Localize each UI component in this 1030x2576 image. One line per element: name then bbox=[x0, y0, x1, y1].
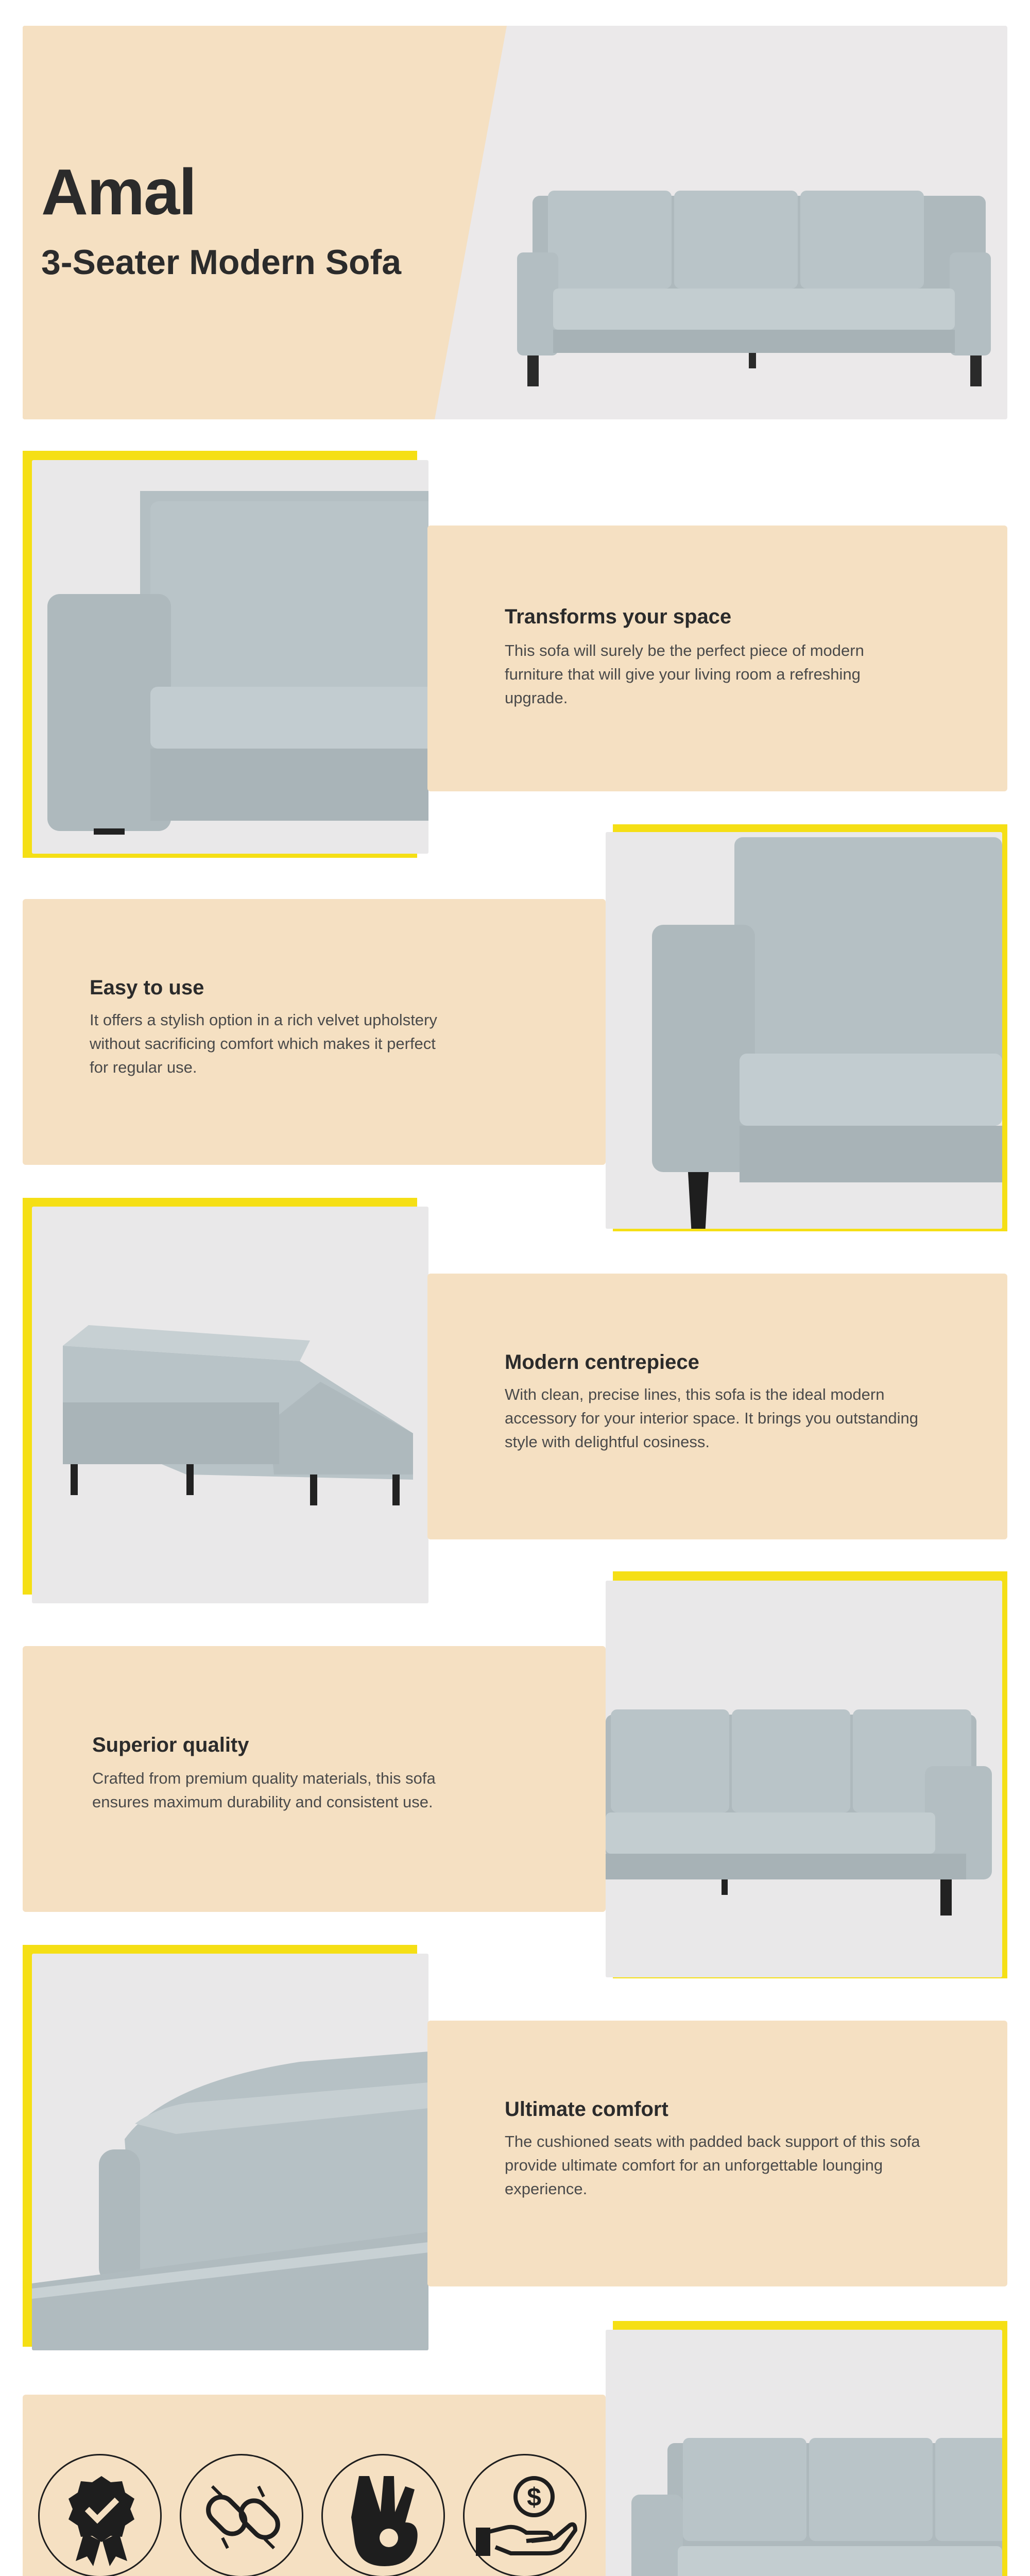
feature-card-3 bbox=[427, 1274, 1007, 1539]
award-ribbon-icon bbox=[38, 2454, 162, 2576]
product-title: Amal bbox=[41, 156, 196, 228]
hero-banner bbox=[23, 26, 1007, 419]
feature-text: It offers a stylish option in a rich velvet upholstery without sacrificing comfort which makes it perfect for regular use. bbox=[90, 1011, 437, 1076]
svg-text:$: $ bbox=[527, 2483, 541, 2512]
feature-photo-1 bbox=[32, 460, 428, 854]
feature-title: Superior quality bbox=[92, 1734, 249, 1756]
feature-text: This sofa will surely be the perfect piece of modern furniture that will give your living room a refreshing upgrade. bbox=[505, 641, 864, 707]
feature-text: The cushioned seats with padded back support of this sofa provide ultimate comfort for an unforgettable lounging experience. bbox=[505, 2132, 920, 2198]
product-subtitle: 3-Seater Modern Sofa bbox=[41, 243, 402, 282]
feature-photo-2 bbox=[606, 832, 1002, 1229]
ok-hand-icon bbox=[321, 2454, 445, 2576]
feature-card-1 bbox=[427, 526, 1007, 791]
feature-title: Ultimate comfort bbox=[505, 2098, 668, 2121]
feature-photo-5 bbox=[32, 1954, 428, 2350]
feature-card-2 bbox=[23, 899, 606, 1165]
dollar-hand-icon bbox=[463, 2454, 587, 2576]
feature-photo-3 bbox=[32, 1207, 428, 1603]
feature-text: With clean, precise lines, this sofa is the ideal modern accessory for your interior space. It brings you outstanding style with delightful cosiness. bbox=[505, 1385, 918, 1451]
chain-link-icon bbox=[180, 2454, 303, 2576]
hero-sofa-image bbox=[23, 26, 1007, 419]
feature-photo-6 bbox=[606, 2330, 1002, 2576]
feature-card-4 bbox=[23, 1646, 606, 1912]
feature-text: Crafted from premium quality materials, this sofa ensures maximum durability and consistent use. bbox=[92, 1769, 436, 1811]
feature-title: Modern centrepiece bbox=[505, 1351, 699, 1374]
feature-title: Easy to use bbox=[90, 976, 204, 999]
feature-title: Transforms your space bbox=[505, 605, 732, 628]
feature-card-5 bbox=[427, 2021, 1007, 2286]
badges-card bbox=[23, 2395, 606, 2576]
feature-photo-4 bbox=[606, 1581, 1002, 1977]
